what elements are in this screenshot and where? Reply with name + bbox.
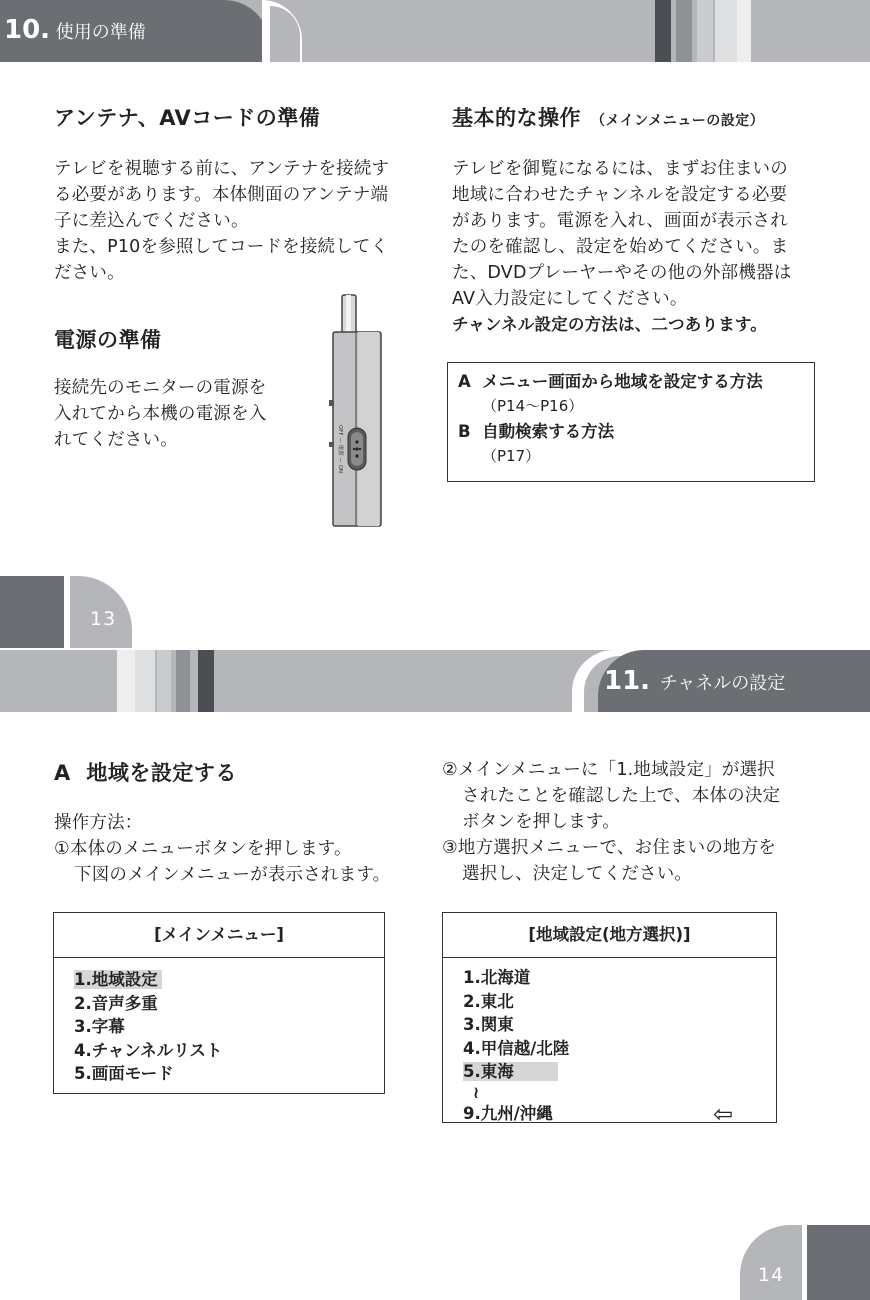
page-number: 13 (90, 608, 117, 630)
text-line: また、P10を参照してコードを接続してく (54, 237, 389, 257)
main-menu-box (53, 912, 385, 1094)
step-2c: ボタンを押します。 (462, 812, 620, 832)
region-steps (54, 810, 414, 888)
text-line-bold: チャンネル設定の方法は、二つあります。 (452, 315, 767, 334)
tuner-device-illustration (325, 292, 385, 528)
region-menu-title: [地域設定(地方選択)] (443, 913, 776, 958)
text-line: 地域に合わせたチャンネルを設定する必要 (452, 185, 788, 205)
region-menu-box (442, 912, 777, 1128)
section-number: 11. (604, 666, 651, 696)
step-3b: 選択し、決定してください。 (462, 864, 693, 884)
region-menu-item[interactable]: 3.関東 (463, 1015, 514, 1034)
step-1: ①本体のメニューボタンを押します。 (54, 839, 352, 859)
page-number: 14 (758, 1264, 785, 1286)
header-stripe (715, 0, 737, 62)
basic-heading-subtitle: （メインメニューの設定） (591, 113, 765, 129)
text-line: があります。電源を入れ、画面が表示され (452, 211, 788, 231)
method-b (458, 419, 763, 444)
text-line: テレビを視聴する前に、アンテナを接続す (54, 159, 390, 179)
region-menu-item[interactable]: 1.北海道 (463, 968, 531, 987)
antenna-paragraph (54, 156, 424, 286)
antenna-heading: アンテナ、AVコードの準備 (54, 106, 321, 130)
text-line: 子に差込んでください。 (54, 211, 249, 231)
region-menu-item[interactable]: 9.九州/沖縄 (463, 1103, 553, 1123)
method-text: 自動検索する方法 (482, 422, 615, 441)
method-a (458, 369, 763, 394)
section-title-text: 使用の準備 (55, 22, 146, 43)
method-pages: （P14〜P16） (482, 397, 584, 415)
text-line: た、DVDプレーヤーやその他の外部機器は (452, 263, 792, 283)
menu-ellipsis: ≀ (473, 1082, 480, 1102)
text-line: 接続先のモニターの電源を (54, 378, 267, 398)
text-line: ださい。 (54, 263, 125, 283)
header-stripe (198, 650, 214, 712)
region-steps-right (442, 757, 842, 887)
footer-block-dark (807, 1225, 870, 1300)
main-menu-item[interactable]: 2.音声多重 (74, 993, 158, 1013)
header-stripe (135, 650, 155, 712)
footer-block-dark (0, 576, 64, 648)
text-line: AV入力設定にしてください。 (452, 289, 688, 309)
power-paragraph (54, 375, 304, 453)
text-line: 入れてから本機の電源を入 (54, 404, 267, 424)
main-menu-item[interactable]: 4.チャンネルリスト (74, 1040, 223, 1060)
device-switch-label: OFF — 電源 — ON (337, 424, 343, 474)
methods-box (447, 362, 815, 482)
main-menu-item[interactable]: 3.字幕 (74, 1017, 125, 1036)
main-menu-item-selected[interactable]: 1.地域設定 (74, 968, 384, 992)
method-text: メニュー画面から地域を設定する方法 (482, 372, 763, 391)
step-3: ③地方選択メニューで、お住まいの地方を (442, 838, 777, 858)
basic-paragraph (452, 156, 822, 338)
header-stripe (157, 650, 171, 712)
method-letter: B (458, 422, 471, 441)
step-2: ②メインメニューに「1.地域設定」が選択 (442, 760, 776, 780)
method-pages: （P17） (482, 447, 541, 465)
header-stripe (176, 650, 190, 712)
section-number: 10. (4, 15, 51, 45)
method-letter: A (458, 372, 471, 391)
header-stripe (676, 0, 692, 62)
region-menu-item[interactable]: 2.東北 (463, 991, 514, 1011)
text-line: れてください。 (54, 430, 178, 450)
header-stripe (117, 650, 135, 712)
section-title (4, 15, 146, 45)
section-title-text: チャネルの設定 (659, 673, 786, 694)
header-stripe (737, 0, 751, 62)
region-menu-item-selected[interactable]: 5.東海 (463, 1060, 776, 1084)
text-line: たのを確認し、設定を始めてください。ま (452, 237, 789, 257)
page-number-tab (740, 1225, 802, 1300)
header-stripe (655, 0, 671, 62)
method-list (458, 369, 763, 469)
step-2b: されたことを確認した上で、本体の決定 (462, 786, 781, 806)
main-menu-item[interactable]: 5.画面モード (74, 1064, 174, 1083)
region-heading: A 地域を設定する (54, 761, 237, 785)
text-line: テレビを御覧になるには、まずお住まいの (452, 159, 788, 179)
power-heading: 電源の準備 (54, 328, 162, 352)
step-1b: 下図のメインメニューが表示されます。 (74, 865, 391, 885)
basic-heading (452, 102, 764, 132)
region-menu-list (443, 958, 776, 1128)
text-line: る必要があります。本体側面のアンテナ端 (54, 185, 389, 205)
main-menu-title: [メインメニュー] (54, 913, 384, 958)
left-arrow-icon: ⇦ (713, 1100, 734, 1128)
main-menu-list (54, 958, 384, 1086)
section-title (604, 666, 785, 696)
header-stripe (697, 0, 713, 62)
op-label: 操作方法： (54, 813, 143, 833)
basic-heading-title: 基本的な操作 (452, 106, 581, 130)
region-menu-item[interactable]: 4.甲信越/北陸 (463, 1038, 570, 1058)
